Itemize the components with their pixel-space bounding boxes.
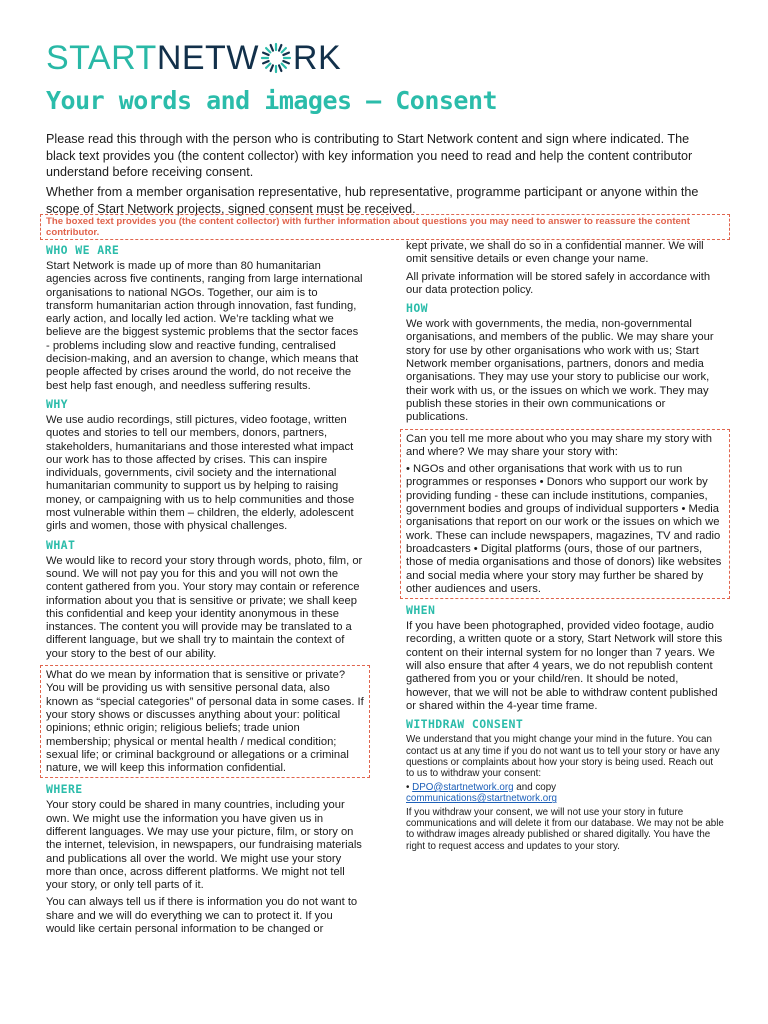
heading-where: WHERE bbox=[46, 782, 83, 797]
heading-how: HOW bbox=[406, 301, 428, 316]
heading-when: WHEN bbox=[406, 603, 436, 618]
how-text: We work with governments, the media, non-governmental organisations, and members of the public. We may share your story for use by other organisations who work with us; Start Network member organisations, partners, donors and media organisations. They may use your story to publicise our work, their work with us, or the issues on which we work. They may publish these stories in their own communications or publications. bbox=[406, 318, 714, 424]
where-text: Your story could be shared in many countries, including your own. We might use the information you have given us in different languages. We may use your picture, film, or story on the internet, television, in newspapers, our fundraising materials and publications all over the world. We might use your story more than once, across different platforms. We might not tell your story, or only tell parts of it. bbox=[46, 799, 362, 892]
sun-ray bbox=[271, 65, 273, 71]
sharing-info-question: Can you tell me more about who you may share my story with and where? We may share your story with: bbox=[406, 432, 712, 458]
heading-who-we-are: WHO WE ARE bbox=[46, 243, 120, 257]
sharing-info-box bbox=[400, 429, 730, 600]
sun-ray bbox=[266, 64, 270, 68]
heading-withdraw-consent: WITHDRAW CONSENT bbox=[406, 717, 524, 732]
page-title: Your words and images – Consent bbox=[46, 86, 498, 115]
left-column bbox=[46, 240, 364, 940]
and-copy-text: and copy bbox=[513, 781, 557, 793]
sun-ray bbox=[279, 65, 281, 71]
why-text: We use audio recordings, still pictures, video footage, written quotes and stories to tell our members, donors, partners, stakeholders, humanitarians and those interested what impact our work has to those affected by crises. This can inspire individuals, governments, civil society and the international humanitarian community to support us by helping to raising money, or campaigning with us to help communities and those most vulnerable within them – children, the elderly, adolescent girls and women, those with physical challenges. bbox=[46, 413, 355, 533]
sun-ray bbox=[266, 48, 270, 52]
sun-ray bbox=[283, 61, 289, 63]
sensitive-info-text: What do we mean by information that is sensitive or private? You will be providing us with sensitive personal data, also known as “special categories” of personal data in some cases. If your story shows or discusses anything about your: political opinions; ethnic origin; religious beliefs; trade union membership; physical or mental health / medical condition; sexual life; or criminal background or allegations or a criminal nature, we will keep this information confidential. bbox=[46, 669, 364, 775]
where-text-3: kept private, we shall do so in a confidential manner. We will omit sensitive details or even change your name. bbox=[406, 240, 704, 266]
sensitive-info-box bbox=[40, 665, 370, 778]
sun-ray bbox=[282, 64, 286, 68]
intro-paragraph-2: Whether from a member organisation representative, hub representative, programme participant or anyone within the scope of Start Network projects, signed consent must be received. bbox=[46, 185, 699, 216]
sun-ray bbox=[263, 61, 269, 63]
sun-ray bbox=[282, 48, 286, 52]
withdraw-contact-line bbox=[406, 782, 724, 805]
where-text-2: You can always tell us if there is information you do not want to share and we will do everything we can to protect it. If you would like certain personal information to be changed or bbox=[46, 896, 358, 936]
logo-start-text: START bbox=[46, 39, 157, 77]
heading-why: WHY bbox=[46, 396, 68, 411]
bullet-prefix: • bbox=[406, 781, 413, 793]
who-we-are-text: Start Network is made up of more than 80 humanitarian agencies across five continents, ranging from large international organisations to national NGOs. Together, our aim is to transform humanitarian action through innovation, fast funding, early action, and locally led action. We’re tackling what we believe are the biggest systemic problems that the sector faces - problems including slow and reactive funding, centralised decision-making, and an aversion to change, which means that people affected by crises around the world, do not receive the best help fast enough, and needless suffering results. bbox=[46, 260, 363, 392]
what-text: We would like to record your story through words, photo, film, or sound. We will not pay you for this and you will not own the content gathered from you. Your story may contain or reference information about you that is sensitive or private; we shall keep this confidential and keep your identity anonymous in these instances. The content you will provide may be translated to a different language, but we shall try to maintain the context of your story to the best of our ability. bbox=[46, 554, 363, 660]
intro-paragraph-1: Please read this through with the person who is contributing to Start Network content and sign where indicated. The black text provides you (the content collector) with key information you need to read and help the content contributor understand before receiving consent. bbox=[46, 132, 693, 179]
heading-what: WHAT bbox=[46, 537, 76, 552]
sun-ray bbox=[263, 53, 269, 55]
logo-network-text-b: RK bbox=[292, 39, 342, 77]
sun-ray bbox=[283, 53, 289, 55]
sun-ray bbox=[271, 45, 273, 51]
withdraw-text: We understand that you might change your mind in the future. You can contact us at any time if you do not want us to tell your story or have any questions or complaints about how your story is being used. Reach out to us to withdraw your consent: bbox=[406, 734, 720, 780]
sun-ray bbox=[279, 45, 281, 51]
start-network-logo bbox=[46, 38, 341, 78]
sun-burst-icon bbox=[260, 42, 292, 74]
logo-network-text-a: NETW bbox=[156, 39, 259, 77]
right-column bbox=[406, 240, 724, 854]
sharing-info-list: • NGOs and other organisations that work with us to run programmes or responses • Donors who support our work by providing funding - these can include institutions, companies, government bodies and groups of individual supporters • Media organisations that report on our work or the issues on which we work. These can include newspapers, magazines, TV and radio broadcasters • Digital platforms (ours, those of our partners, those of media organisations and those of donors) like websites and social media where your story may further be shared by other audiences and users. bbox=[406, 463, 722, 595]
where-text-4: All private information will be stored safely in accordance with our data protection policy. bbox=[406, 270, 711, 296]
collector-note-box: The boxed text provides you (the content collector) with further information about questions you may need to answer to reassure the content contributor. bbox=[40, 214, 730, 240]
withdraw-text-2: If you withdraw your consent, we will not use your story in future communications and will delete it from our database. We may not be able to withdraw images already published or shared digitally. You have the right to request access and updates to your story. bbox=[406, 806, 724, 852]
communications-email-link[interactable]: communications@startnetwork.org bbox=[406, 793, 557, 805]
dpo-email-link[interactable]: DPO@startnetwork.org bbox=[412, 781, 514, 793]
when-text: If you have been photographed, provided video footage, audio recording, a written quote or a story, Start Network will store this content on their internal system for no longer than 7 years. We will also ensure that after 4 years, we do not republish content gathered from you or your child/ren. It should be noted, however, that we will not be able to withdraw content published or shared within the 4-year time frame. bbox=[406, 620, 723, 712]
